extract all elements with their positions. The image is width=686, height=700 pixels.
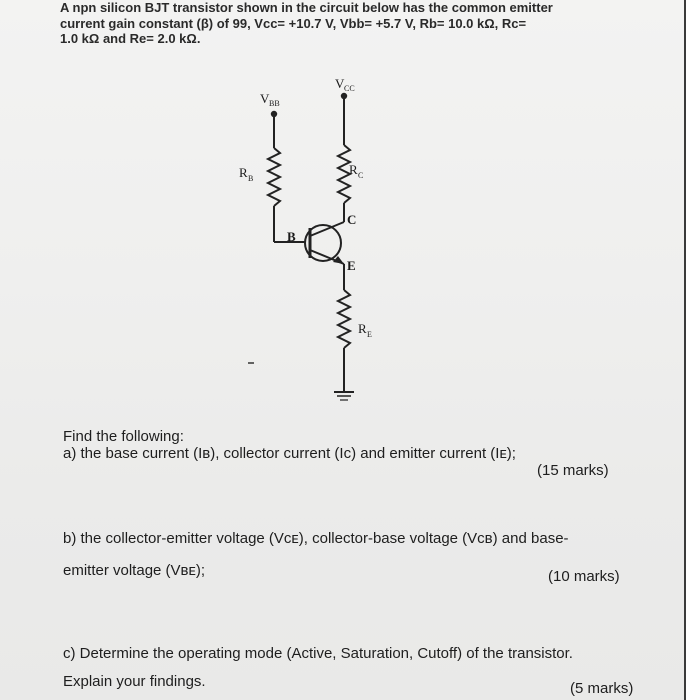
intro-line-3: 1.0 kΩ and Re= 2.0 kΩ. <box>60 31 201 46</box>
question-b-text-line2: emitter voltage (Vʙᴇ); <box>63 562 206 579</box>
intro-line-1: A npn silicon BJT transistor shown in the circuit below has the common emitter <box>60 0 553 15</box>
question-c-marks: (5 marks) <box>570 680 634 697</box>
vcc-label-main: V <box>335 76 345 91</box>
question-b-marks: (10 marks) <box>548 568 620 585</box>
question-c-text-line2: Explain your findings. <box>63 673 206 690</box>
question-a-text: a) the base current (Iʙ), collector current (Iᴄ) and emitter current (Iᴇ); <box>63 445 516 462</box>
vcc-label-sub: CC <box>344 84 355 93</box>
vbb-terminal <box>272 112 276 116</box>
rc-label-main: R <box>349 162 358 177</box>
emitter-label: E <box>347 258 356 273</box>
collector-label: C <box>347 212 357 227</box>
re-resistor <box>338 290 350 348</box>
rb-label-main: R <box>239 165 248 180</box>
vbb-label-main: V <box>260 91 270 106</box>
question-c-text-line1: c) Determine the operating mode (Active, Saturation, Cutoff) of the transistor. <box>63 645 573 662</box>
question-b-text-line1: b) the collector-emitter voltage (Vᴄᴇ), collector-base voltage (Vᴄʙ) and base- <box>63 530 569 547</box>
question-a-marks: (15 marks) <box>537 462 609 479</box>
re-label-main: R <box>358 321 367 336</box>
rb-resistor <box>268 148 280 206</box>
questions-heading: Find the following: <box>63 428 184 445</box>
rc-label-sub: C <box>358 171 364 180</box>
re-label-sub: E <box>367 330 372 339</box>
rb-label-sub: B <box>248 174 254 183</box>
base-label: B <box>287 229 296 244</box>
vbb-label-sub: BB <box>269 99 280 108</box>
intro-line-2: current gain constant (β) of 99, Vcc= +10.7 V, Vbb= +5.7 V, Rb= 10.0 kΩ, Rc= <box>60 15 527 31</box>
vcc-terminal <box>342 94 346 98</box>
